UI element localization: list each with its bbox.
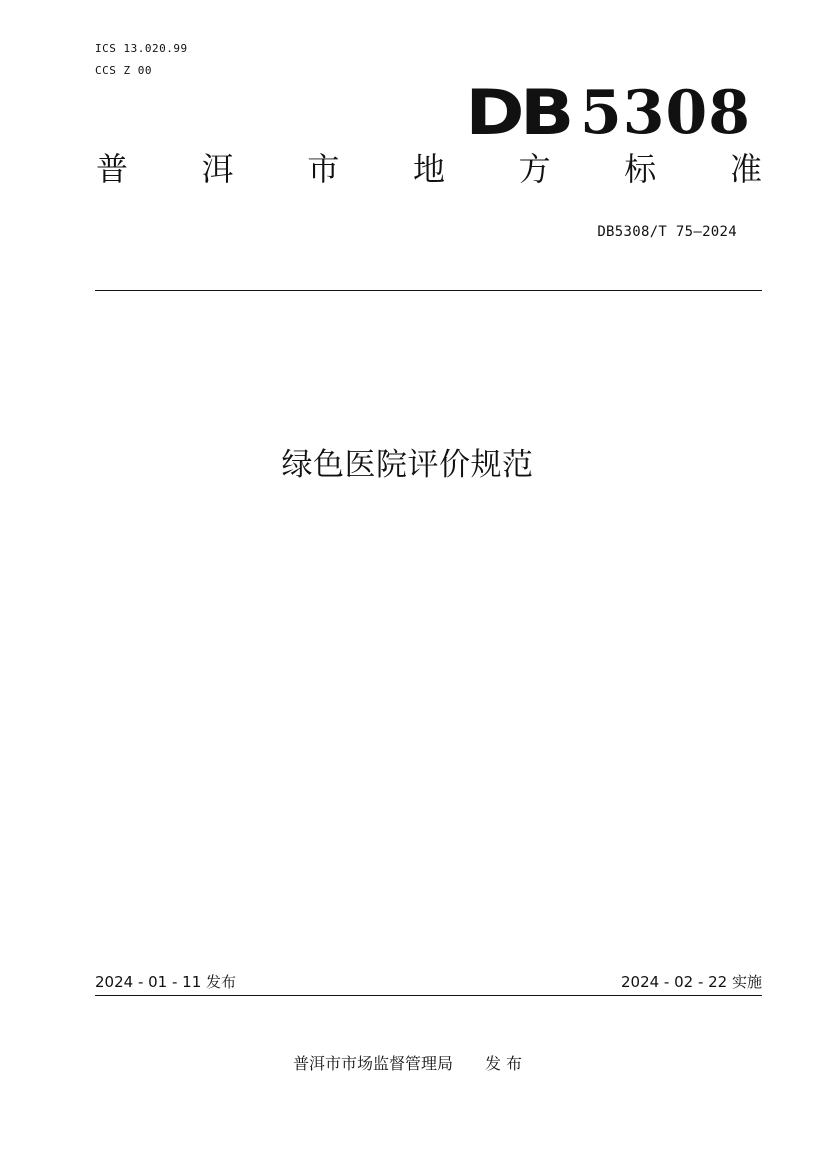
publish-action: 发 布 — [484, 1054, 523, 1073]
release-date: 2024 - 01 - 11 发布 — [95, 973, 237, 991]
standard-type-char: 准 — [729, 150, 762, 188]
standard-type-char: 普 — [96, 150, 129, 188]
top-divider — [95, 290, 762, 291]
db-standard-mark — [465, 76, 751, 149]
publisher-name: 普洱市市场监督管理局 — [292, 1054, 453, 1073]
standard-type-char: 洱 — [201, 150, 234, 188]
bottom-divider — [95, 995, 762, 996]
ics-code: ICS 13.020.99 — [95, 42, 188, 55]
implementation-date: 2024 - 02 - 22 实施 — [620, 973, 762, 991]
document-title: 绿色医院评价规范 — [281, 447, 534, 483]
standard-type-char: 市 — [307, 150, 340, 188]
db-region-number: 5308 — [580, 78, 751, 148]
standard-type-char: 标 — [624, 150, 657, 188]
standard-type-char: 方 — [518, 150, 551, 188]
date-row — [95, 971, 762, 993]
publisher-line — [0, 1053, 815, 1075]
standard-number: DB5308/T 75—2024 — [597, 224, 737, 240]
ccs-code: CCS Z 00 — [95, 64, 152, 77]
db-letters: DB — [465, 76, 570, 149]
standard-type-heading — [96, 147, 762, 191]
standard-type-char: 地 — [412, 150, 445, 188]
